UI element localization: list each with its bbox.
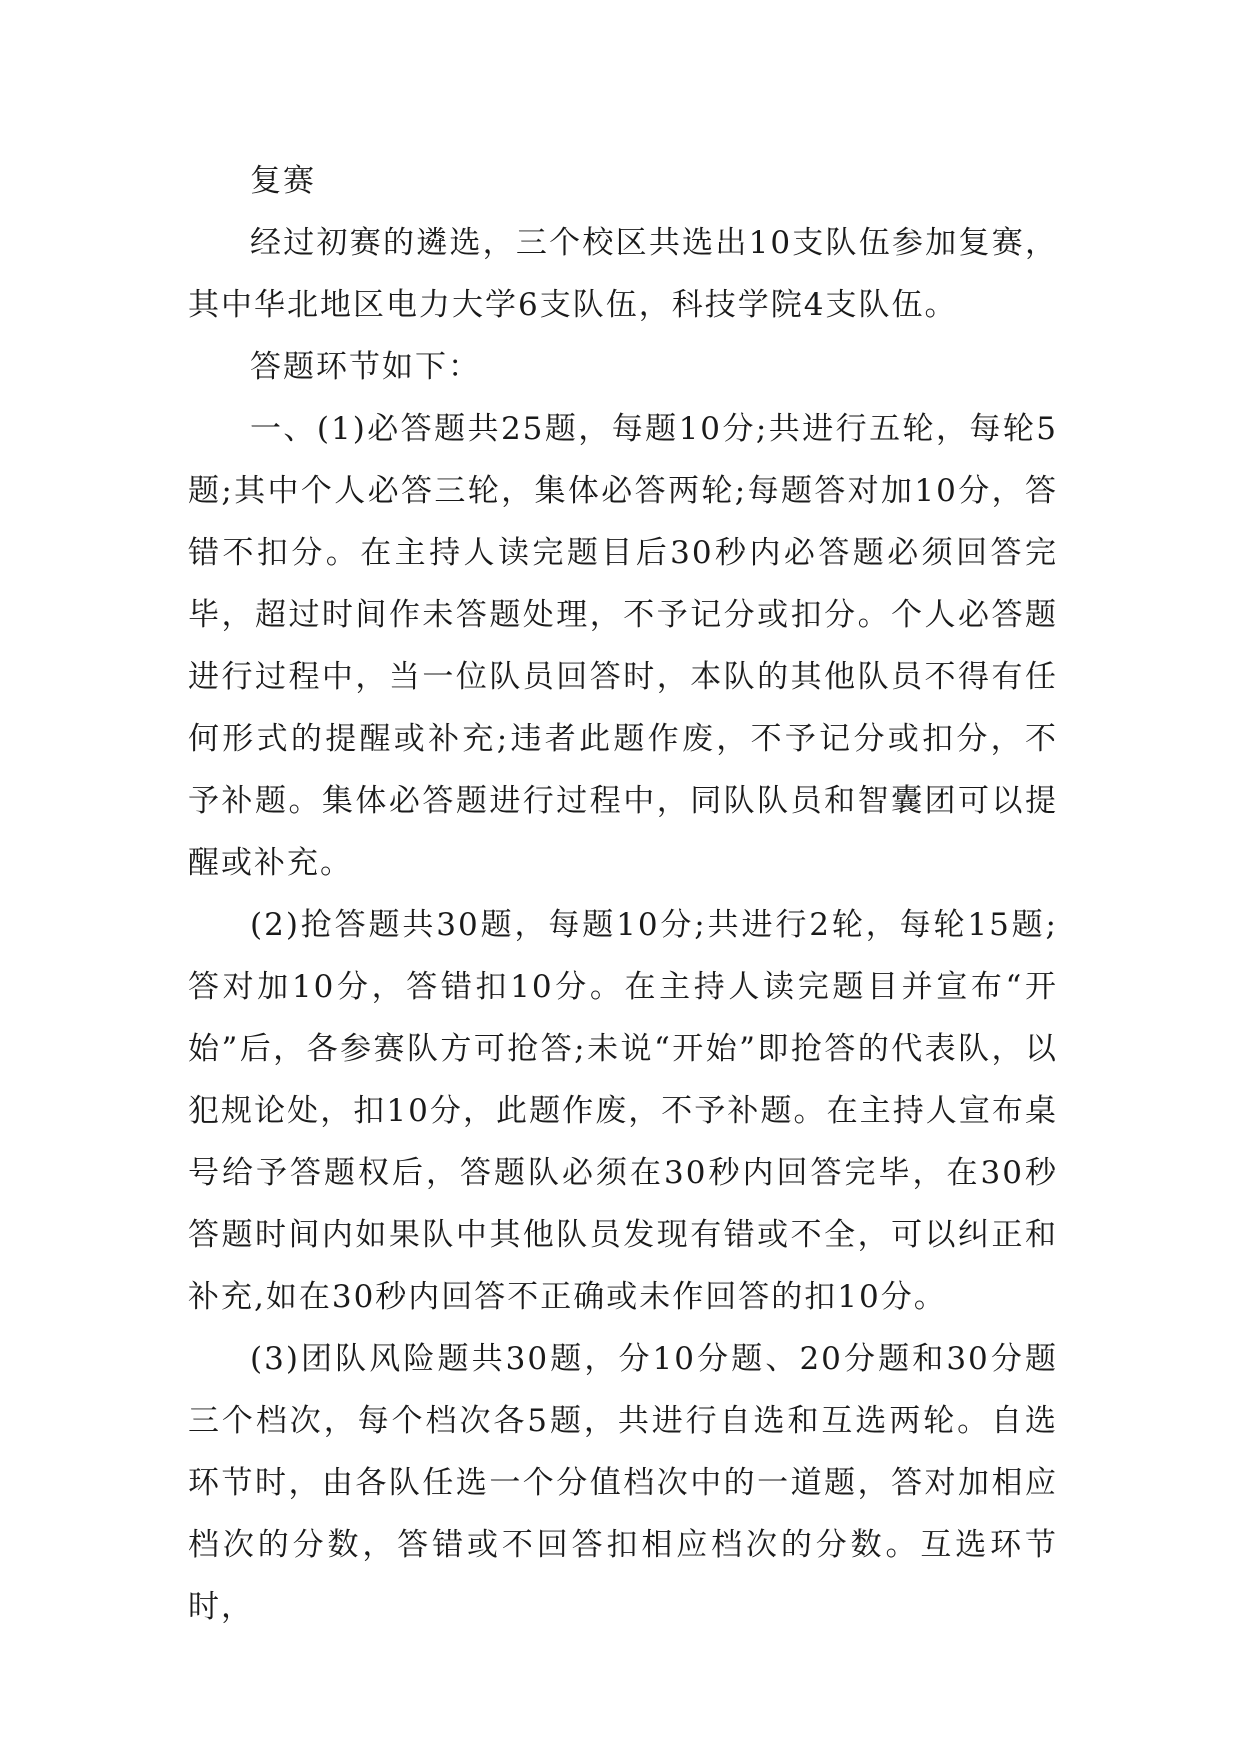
paragraph-required-questions: 一、(1)必答题共25题，每题10分;共进行五轮，每轮5题;其中个人必答三轮，集体必答两轮;每题答对加10分，答错不扣分。在主持人读完题目后30秒内必答题必须回答完毕，超过时间作未答题处理，不予记分或扣分。个人必答题进行过程中，当一位队员回答时，本队的其他队员不得有任何形式的提醒或补充;违者此题作废，不予记分或扣分，不予补题。集体必答题进行过程中，同队队员和智囊团可以提醒或补充。 [188, 411, 1058, 881]
section-heading: 复赛 [250, 163, 316, 199]
paragraph-rules-title: 答题环节如下： [250, 349, 481, 385]
document-page [188, 150, 1058, 1638]
paragraph-buzzer-questions: (2)抢答题共30题，每题10分;共进行2轮，每轮15题;答对加10分，答错扣10分。在主持人读完题目并宣布“开始”后，各参赛队方可抢答;未说“开始”即抢答的代表队，以犯规论处，扣10分，此题作废，不予补题。在主持人宣布桌号给予答题权后，答题队必须在30秒内回答完毕，在30秒答题时间内如果队中其他队员发现有错或不全，可以纠正和补充,如在30秒内回答不正确或未作回答的扣10分。 [188, 907, 1058, 1315]
paragraph-risk-questions: (3)团队风险题共30题，分10分题、20分题和30分题三个档次，每个档次各5题，共进行自选和互选两轮。自选环节时，由各队任选一个分值档次中的一道题，答对加相应档次的分数，答错或不回答扣相应档次的分数。互选环节时， [188, 1341, 1058, 1625]
paragraph-intro: 经过初赛的遴选，三个校区共选出10支队伍参加复赛，其中华北地区电力大学6支队伍，科技学院4支队伍。 [188, 225, 1058, 323]
